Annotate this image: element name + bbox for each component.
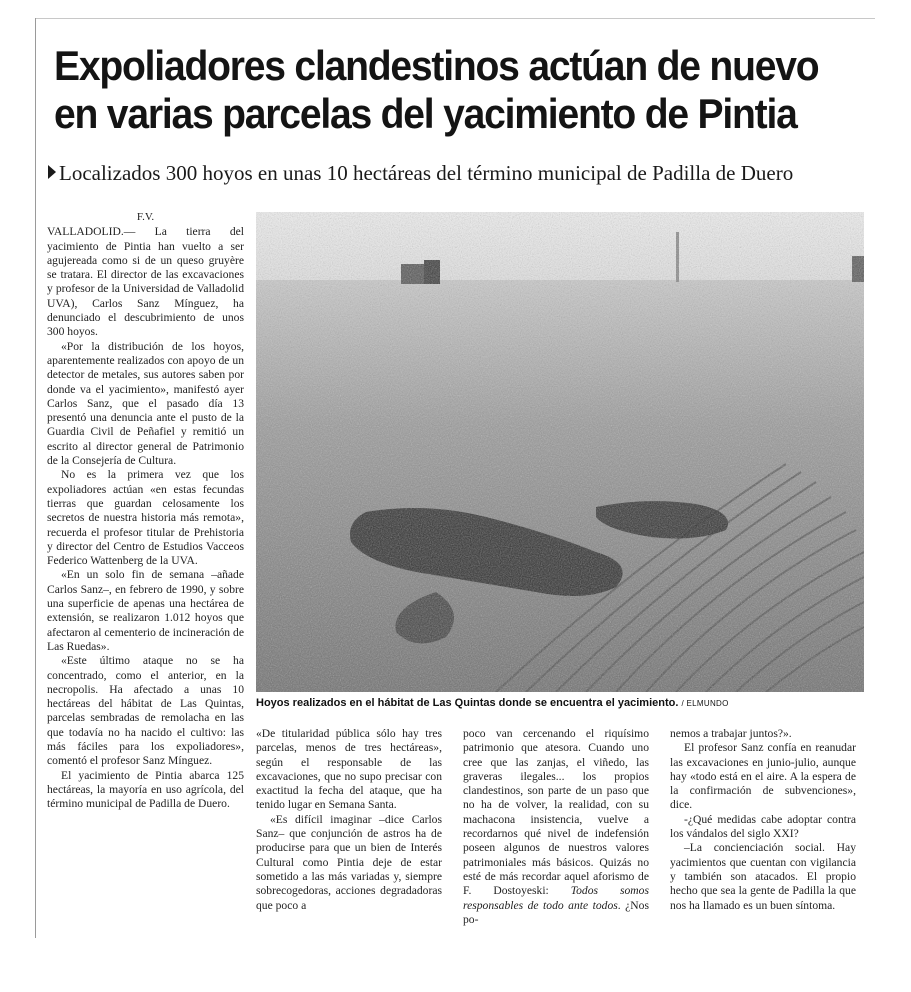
top-rule [35, 18, 875, 19]
headline-line-2: en varias parcelas del yacimiento de Pintia [54, 90, 797, 137]
subheadline [48, 160, 878, 186]
paragraph: «De titularidad pública sólo hay tres parcelas, menos de tres hectáreas», según el responsable de las excavaciones, que no supo precisar con exactitud la fecha del ataque, que ha tenido lugar en Semana Santa. [256, 727, 442, 812]
column-4 [670, 727, 856, 913]
column-1 [47, 210, 244, 811]
triangle-bullet-icon [48, 165, 56, 179]
paragraph-text: . ¿Nos po- [463, 898, 649, 926]
paragraph [463, 727, 649, 927]
headline-line-1: Expoliadores clandestinos actúan de nuevo [54, 42, 819, 89]
paragraph: «Por la distribución de los hoyos, aparentemente realizados con apoyo de un detector de metales, sus autores saben por donde va el yacimiento», manifestó ayer Carlos Sanz, que el pasado día 13 presentó una denuncia ante el pusto de la Guardia Civil de Peñafiel y remitió un escrito al director general de Patrimonio de la Consejería de Cultura. [47, 339, 244, 468]
column-3 [463, 727, 649, 927]
question: -¿Qué medidas cabe adoptar contra los vándalos del siglo XXI? [670, 812, 856, 841]
paragraph: «En un solo fin de semana –añade Carlos Sanz–, en febrero de 1990, y sobre una superficie de apenas una hectárea de extensión, se realizaron 1.012 hoyos que afectaron al cementerio de incineración de Las Ruedas». [47, 568, 244, 653]
answer: –La concienciación social. Hay yacimientos que cuentan con vigilancia y también son atacados. El propio hecho que sea la gente de Padilla la que nos ha llamado es un buen síntoma. [670, 841, 856, 912]
paragraph-text: poco van cercenando el riquísimo patrimonio que atesora. Cuando uno cree que las zanjas, el viñedo, las graveras ilegales... los propios clandestinos, son parte de un paso que no ha de volver, la realidad, con su machacona insistencia, vuelve a recordarnos qué nivel de indefensión poseen algunos de nuestros valores patrimoniales más básicos. Quizás no esté de más recordar aquel aforismo de F. Dostoyeski: [463, 727, 649, 898]
paragraph: VALLADOLID.— La tierra del yacimiento de Pintia han vuelto a ser agujereada como si de un queso gruyère se tratara. El director de las excavaciones y profesor de la Universidad de Valladolid UVA), Carlos Sanz Mínguez, ha denunciado el descubrimiento de unos 300 hoyos. [47, 225, 244, 339]
paragraph: «Es difícil imaginar –dice Carlos Sanz– que conjunción de astros ha de producirse para que un bien de Interés Cultural como Pintia deje de estar sometido a las más variadas y, siempre sobrecogedoras, acciones degradadoras que poco a [256, 812, 442, 912]
headline [54, 42, 826, 138]
paragraph: El yacimiento de Pintia abarca 125 hectáreas, la mayoría en uso agrícola, del término municipal de Padilla de Duero. [47, 768, 244, 811]
paragraph: nemos a trabajar juntos?». [670, 727, 792, 740]
left-rule [35, 18, 36, 938]
subheadline-text: Localizados 300 hoyos en unas 10 hectáreas del término municipal de Padilla de Duero [59, 161, 794, 185]
column-2 [256, 727, 442, 913]
caption-text: Hoyos realizados en el hábitat de Las Quintas donde se encuentra el yacimiento. [256, 697, 679, 709]
field-photo-image [256, 212, 864, 692]
paragraph: No es la primera vez que los expoliadores actúan «en estas fecundas tierras que guardan celosamente los secretos de nuestra historia más remota», recuerda el profesor titular de Prehistoria y director del Centro de Estudios Vacceos Federico Wattenberg de la UVA. [47, 468, 244, 568]
field-photo [256, 212, 864, 692]
paragraph: El profesor Sanz confía en reanudar las excavaciones en junio-julio, aunque hay «todo está en el aire. A la espera de la confirmación de subvenciones», dice. [670, 741, 856, 812]
photo-credit: / ELMUNDO [681, 699, 729, 708]
aphorism-quote: Todos somos responsables de todo ante todos [463, 884, 649, 912]
byline: F.V. [136, 211, 155, 223]
photo-caption [256, 697, 866, 709]
paragraph: «Este último ataque no se ha concentrado, como el anterior, en la necropolis. Ha afectado a unas 10 hectáreas del hábitat de Las Quintas, parcelas sembradas de remolacha en las que todavía no ha nacido el cultivo: las más fáciles para los expoliadores», comentó el profesor Sanz Mínguez. [47, 654, 244, 768]
